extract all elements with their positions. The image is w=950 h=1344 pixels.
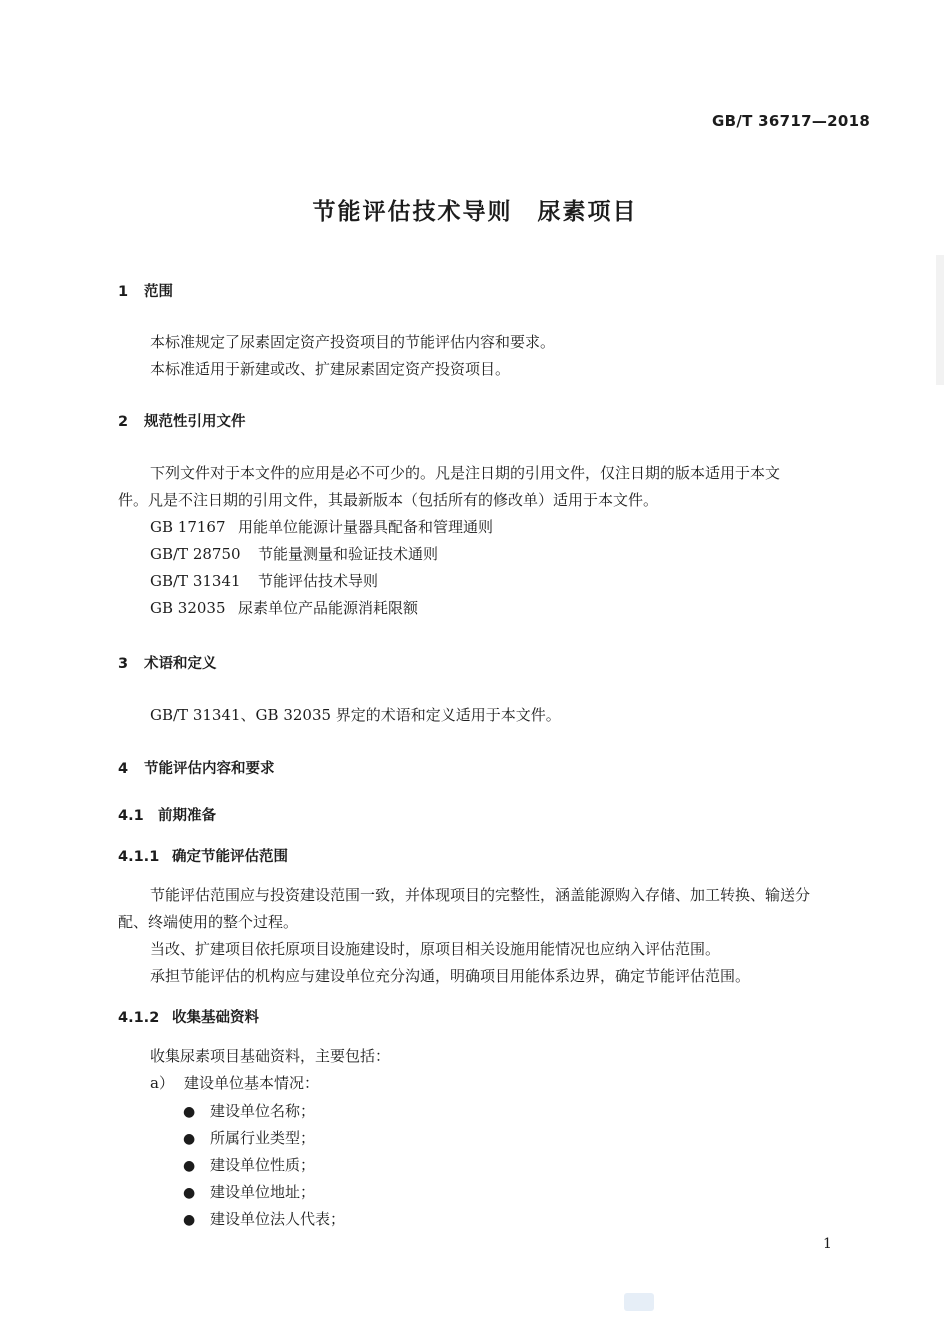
reference-title: 节能量测量和验证技术通则 xyxy=(258,545,439,563)
section-number: 1 xyxy=(118,284,129,300)
bullet-item xyxy=(183,1154,315,1175)
paragraph-line: 节能评估范围应与投资建设范围一致，并体现项目的完整性，涵盖能源购入存储、加工转换、输送分 xyxy=(150,886,811,904)
reference-code: GB 32035 xyxy=(150,599,226,617)
bullet-icon: ● xyxy=(183,1158,196,1174)
paragraph: 收集尿素项目基础资料，主要包括： xyxy=(150,1047,391,1065)
paragraph: 本标准适用于新建或改、扩建尿素固定资产投资项目。 xyxy=(150,360,511,378)
section-title: 规范性引用文件 xyxy=(144,414,246,430)
page-number: 1 xyxy=(823,1236,832,1252)
section-number: 4 xyxy=(118,761,129,777)
paragraph: GB/T 31341、GB 32035 界定的术语和定义适用于本文件。 xyxy=(150,706,561,724)
bullet-item xyxy=(183,1100,315,1121)
section-number: 4.1.2 xyxy=(118,1010,160,1026)
paragraph: 承担节能评估的机构应与建设单位充分沟通，明确项目用能体系边界，确定节能评估范围。 xyxy=(150,967,751,985)
bullet-text: 建设单位名称； xyxy=(210,1102,316,1120)
bullet-icon: ● xyxy=(183,1104,196,1120)
scan-watermark-icon xyxy=(624,1293,654,1311)
bullet-item xyxy=(183,1127,315,1148)
bullet-icon: ● xyxy=(183,1185,196,1201)
section-title: 确定节能评估范围 xyxy=(172,849,288,865)
bullet-icon: ● xyxy=(183,1212,196,1228)
paragraph: 本标准规定了尿素固定资产投资项目的节能评估内容和要求。 xyxy=(150,333,556,351)
section-title: 节能评估内容和要求 xyxy=(144,761,275,777)
section-title: 收集基础资料 xyxy=(172,1010,259,1026)
reference-code: GB 17167 xyxy=(150,518,226,536)
subsection-4-1-heading xyxy=(118,804,216,825)
subsection-4-1-2-heading xyxy=(118,1006,259,1027)
scan-edge-shadow xyxy=(936,255,944,385)
reference-code: GB/T 31341 xyxy=(150,572,241,590)
section-2-heading xyxy=(118,410,246,431)
section-number: 4.1 xyxy=(118,808,144,824)
section-number: 4.1.1 xyxy=(118,849,160,865)
bullet-text: 建设单位性质； xyxy=(210,1156,316,1174)
bullet-item xyxy=(183,1181,315,1202)
reference-title: 节能评估技术导则 xyxy=(258,572,379,590)
reference-item xyxy=(150,516,493,537)
paragraph: 当改、扩建项目依托原项目设施建设时，原项目相关设施用能情况也应纳入评估范围。 xyxy=(150,940,721,958)
reference-item xyxy=(150,570,378,591)
section-1-heading xyxy=(118,280,173,301)
section-3-heading xyxy=(118,652,217,673)
subsection-4-1-1-heading xyxy=(118,845,288,866)
reference-title: 用能单位能源计量器具配备和管理通则 xyxy=(238,518,494,536)
section-4-heading xyxy=(118,757,275,778)
section-number: 2 xyxy=(118,414,129,430)
list-item-a xyxy=(150,1072,319,1093)
bullet-icon: ● xyxy=(183,1131,196,1147)
document-title: 节能评估技术导则 尿素项目 xyxy=(312,199,638,225)
section-title: 范围 xyxy=(144,284,173,300)
standard-code: GB/T 36717—2018 xyxy=(712,112,871,130)
paragraph-line: 下列文件对于本文件的应用是必不可少的。凡是注日期的引用文件，仅注日期的版本适用于本文 xyxy=(150,464,781,482)
bullet-item xyxy=(183,1208,345,1229)
paragraph-line: 件。凡是不注日期的引用文件，其最新版本（包括所有的修改单）适用于本文件。 xyxy=(118,491,659,509)
reference-code: GB/T 28750 xyxy=(150,545,241,563)
bullet-text: 所属行业类型； xyxy=(210,1129,316,1147)
section-title: 术语和定义 xyxy=(144,656,217,672)
bullet-text: 建设单位法人代表； xyxy=(210,1210,346,1228)
reference-item xyxy=(150,597,418,618)
section-number: 3 xyxy=(118,656,129,672)
reference-title: 尿素单位产品能源消耗限额 xyxy=(238,599,419,617)
bullet-text: 建设单位地址； xyxy=(210,1183,316,1201)
paragraph-line: 配、终端使用的整个过程。 xyxy=(118,913,299,931)
list-text: 建设单位基本情况： xyxy=(184,1074,320,1092)
reference-item xyxy=(150,543,438,564)
section-title: 前期准备 xyxy=(158,808,216,824)
list-label: a） xyxy=(150,1074,174,1092)
